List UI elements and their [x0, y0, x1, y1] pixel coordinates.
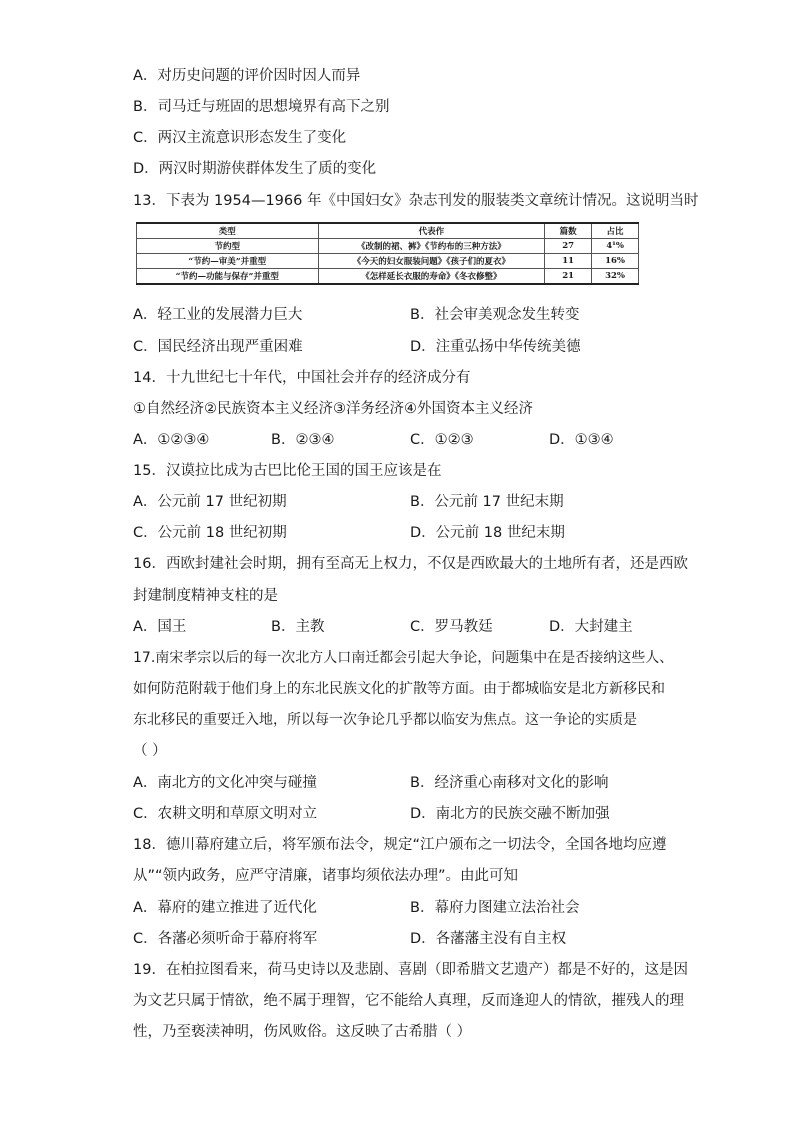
q19-stem-line-1: 19．在柏拉图看来，荷马史诗以及悲剧、喜剧（即希腊文艺遗产）都是不好的，这是因	[133, 962, 688, 978]
table-cell: 16%	[592, 254, 639, 269]
q19-stem-line-2: 为文艺只属于情欲，绝不属于理智，它不能给人真理，反而逢迎人的情欲，摧残人的理	[133, 993, 684, 1009]
q14-items: ①自然经济②民族资本主义经济③洋务经济④外国资本主义经济	[133, 401, 533, 417]
table-cell: 《今天的妇女服装问题》《孩子们的夏衣》	[318, 254, 545, 269]
q16-option-d: D．大封建主	[549, 619, 633, 635]
q13-stats-table	[136, 222, 639, 285]
q14-option-b: B．②③④	[271, 432, 335, 448]
q14-stem: 14．十九世纪七十年代，中国社会并存的经济成分有	[133, 370, 471, 386]
table-cell: 27	[545, 239, 592, 254]
q14-option-a: A．①②③④	[133, 432, 210, 448]
q15-option-d: D．公元前 18 世纪末期	[410, 525, 565, 541]
table-row	[137, 254, 639, 269]
q14-option-c: C．①②③	[410, 432, 474, 448]
table-cell: “节约—审美”并重型	[137, 254, 319, 269]
q17-stem-line-4: （ ）	[133, 743, 167, 759]
q16-option-c: C．罗马教廷	[410, 619, 493, 635]
table-cell: 21	[545, 269, 592, 285]
table-header-row	[137, 223, 639, 239]
table-cell: “节约—功能与保存”并重型	[137, 269, 319, 285]
q18-option-c: C．各藩必须听命于幕府将军	[133, 931, 318, 947]
q18-option-b: B．幕府力图建立法治社会	[410, 900, 580, 916]
q12-option-d: D．两汉时期游侠群体发生了质的变化	[133, 161, 377, 177]
q13-option-d: D．注重弘扬中华传统美德	[410, 339, 581, 355]
q18-stem-line-1: 18．德川幕府建立后，将军颁布法令，规定“江户颁布之一切法令，全国各地均应遵	[133, 837, 667, 853]
q18-option-a: A．幕府的建立推进了近代化	[133, 900, 317, 916]
table-cell: 11	[545, 254, 592, 269]
q17-option-d: D．南北方的民族交融不断加强	[410, 806, 610, 822]
q15-option-c: C．公元前 18 世纪初期	[133, 525, 287, 541]
q17-stem-line-2: 如何防范附载于他们身上的东北民族文化的扩散等方面。由于都城临安是北方新移民和	[133, 681, 665, 697]
q15-option-a: A．公元前 17 世纪初期	[133, 494, 287, 510]
q13-option-a: A．轻工业的发展潜力巨大	[133, 307, 303, 323]
q18-option-d: D．各藩藩主没有自主权	[410, 931, 567, 947]
q18-stem-line-2: 从”“领内政务，应严守清廉，诸事均须依法办理”。由此可知	[133, 868, 519, 884]
table-cell: 4¹%	[592, 239, 639, 254]
table-header-cell: 占比	[592, 223, 639, 239]
q17-stem-line-1: 17.南宋孝宗以后的每一次北方人口南迁都会引起大争论，问题集中在是否接纳这些人、	[133, 650, 674, 666]
table-cell: 《怎样延长衣服的寿命》《冬衣修整》	[318, 269, 545, 285]
q12-option-a: A．对历史问题的评价因时因人而异	[133, 68, 361, 84]
q16-option-a: A．国王	[133, 619, 187, 635]
table-cell: 32%	[592, 269, 639, 285]
table-header-cell: 类型	[137, 223, 319, 239]
q17-option-c: C．农耕文明和草原文明对立	[133, 806, 318, 822]
table-row	[137, 239, 639, 254]
q15-stem: 15．汉谟拉比成为古巴比伦王国的国王应该是在	[133, 463, 442, 479]
q13-stem: 13．下表为 1954—1966 年《中国妇女》杂志刊发的服装类文章统计情况。这说明当时	[133, 193, 699, 209]
table-header-cell: 代表作	[318, 223, 545, 239]
q14-option-d: D．①③④	[549, 432, 614, 448]
q17-stem-line-3: 东北移民的重要迁入地，所以每一次争论几乎都以临安为焦点。这一争论的实质是	[133, 712, 637, 728]
q16-stem-line-2: 封建制度精神支柱的是	[133, 588, 278, 604]
table-cell: 《改制的裙、裤》《节约布的三种方法》	[318, 239, 545, 254]
table-row	[137, 269, 639, 285]
q17-option-a: A．南北方的文化冲突与碰撞	[133, 775, 317, 791]
q17-option-b: B．经济重心南移对文化的影响	[410, 775, 609, 791]
q16-stem-line-1: 16．西欧封建社会时期，拥有至高无上权力，不仅是西欧最大的土地所有者，还是西欧	[133, 556, 688, 572]
q12-option-b: B．司马迁与班固的思想境界有高下之别	[133, 99, 390, 115]
q13-option-c: C．国民经济出现严重困难	[133, 339, 303, 355]
q16-option-b: B．主教	[271, 619, 325, 635]
q12-option-c: C．两汉主流意识形态发生了变化	[133, 130, 347, 146]
q19-stem-line-3: 性，乃至亵渎神明，伤风败俗。这反映了古希腊（ ）	[133, 1024, 472, 1040]
q13-option-b: B．社会审美观念发生转变	[410, 307, 580, 323]
table-cell: 节约型	[137, 239, 319, 254]
table-header-cell: 篇数	[545, 223, 592, 239]
q15-option-b: B．公元前 17 世纪末期	[410, 494, 564, 510]
